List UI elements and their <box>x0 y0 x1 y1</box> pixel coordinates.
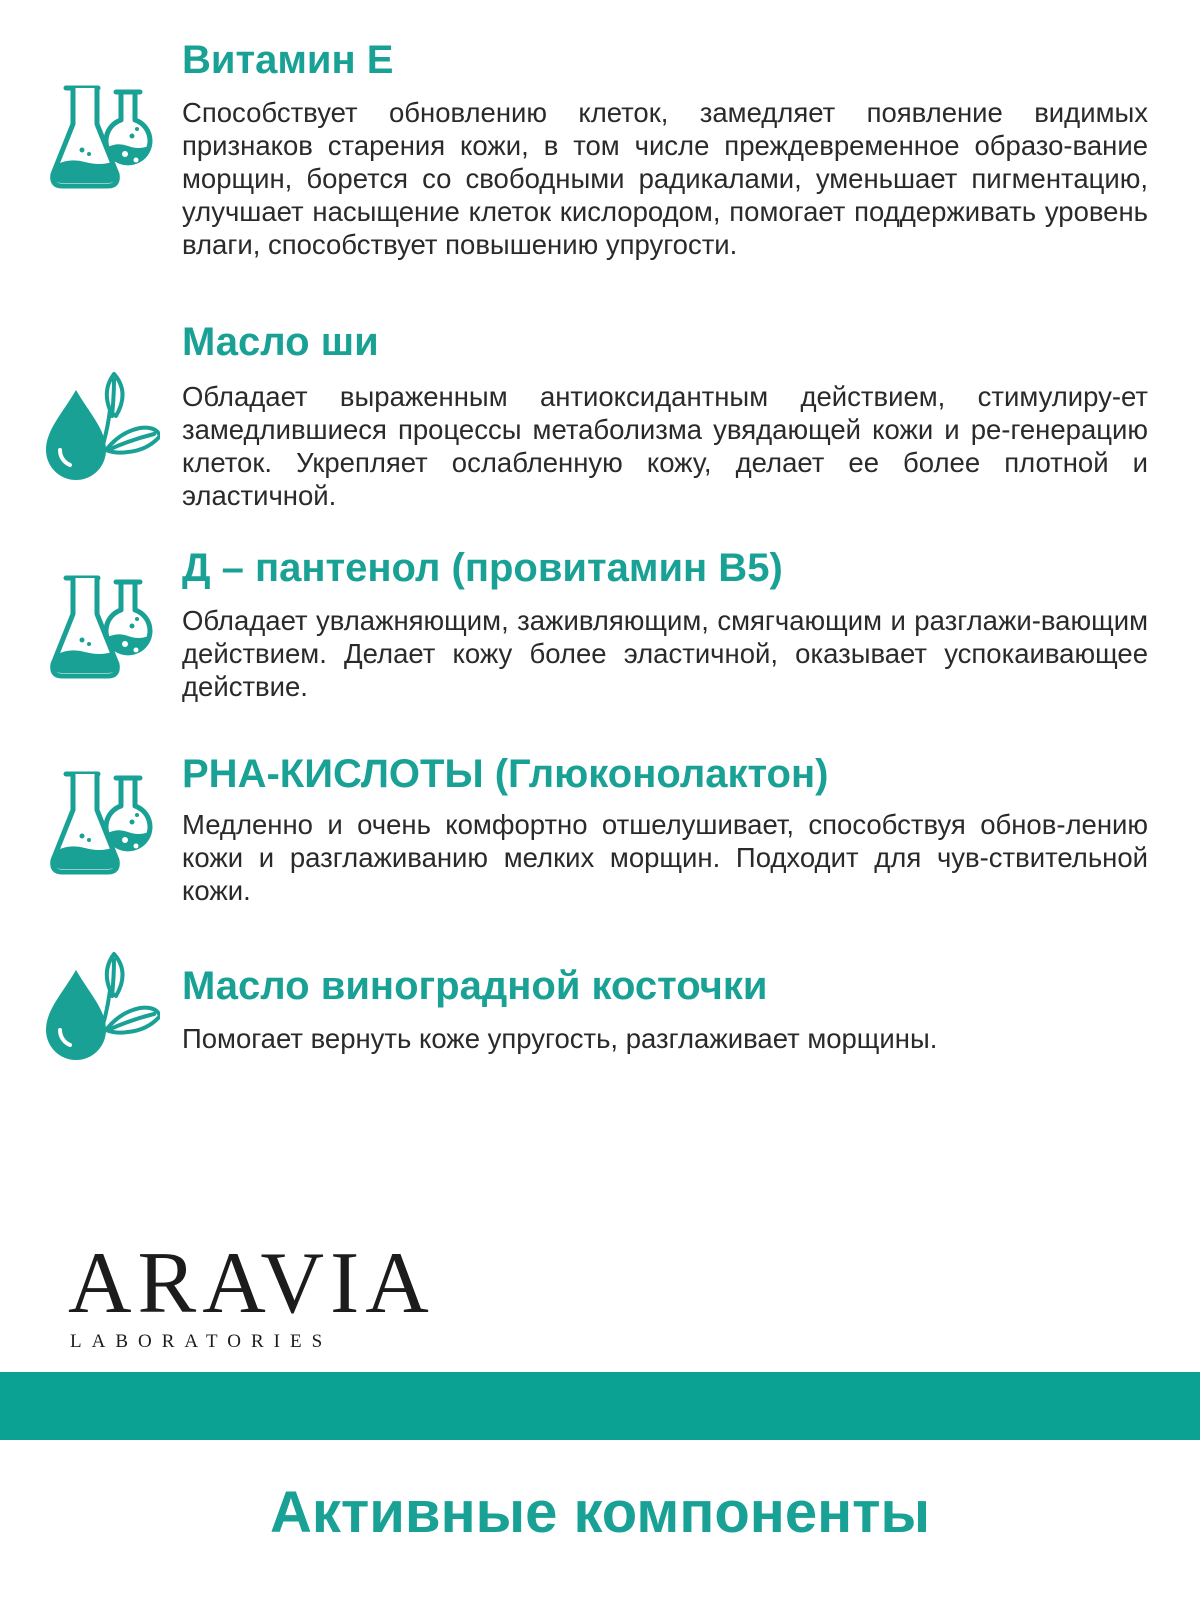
teal-band <box>0 1372 1200 1440</box>
flasks-icon <box>40 768 160 888</box>
logo-brand: ARAVIA <box>68 1235 435 1332</box>
aravia-logo <box>68 1235 435 1360</box>
flasks-icon <box>40 572 160 692</box>
ingredient-description: Обладает увлажняющим, заживляющим, смягчающим и разглажи-вающим действием. Делает кожу более эластичной, оказывает успокаивающее действие. <box>182 605 1148 702</box>
ingredient-description: Способствует обновлению клеток, замедляет появление видимых признаков старения кожи, в том числе преждевременное образо-вание морщин, борется со свободными радикалами, уменьшает пигментацию, улучшает насыщение клеток кислородом, помогает поддерживать уровень влаги, способствует повышению упругости. <box>182 97 1148 260</box>
ingredient-title: PHA-КИСЛОТЫ (Глюконолактон) <box>182 752 829 796</box>
ingredient-title: Витамин Е <box>182 38 394 82</box>
flasks-icon <box>40 82 160 202</box>
ingredient-title: Д – пантенол (провитамин В5) <box>182 546 783 590</box>
drop-leaf-icon <box>40 370 160 490</box>
ingredient-description: Медленно и очень комфортно отшелушивает, способствуя обнов-лению кожи и разглаживанию мелких морщин. Подходит для чув-ствительной кожи. <box>182 809 1148 906</box>
page-title: Активные компоненты <box>269 1480 931 1545</box>
ingredient-title: Масло виноградной косточки <box>182 964 768 1008</box>
ingredient-title: Масло ши <box>182 320 379 364</box>
logo-subtitle: LABORATORIES <box>70 1331 333 1352</box>
ingredient-description: Помогает вернуть коже упругость, разглаживает морщины. <box>182 1023 938 1054</box>
drop-leaf-icon <box>40 950 160 1070</box>
ingredient-description: Обладает выраженным антиоксидантным действием, стимулиру-ет замедлившиеся процессы метаболизма увядающей кожи и ре-генерацию клеток. Укрепляет ослабленную кожу, делает ее более плотной и эластичной. <box>182 381 1148 511</box>
